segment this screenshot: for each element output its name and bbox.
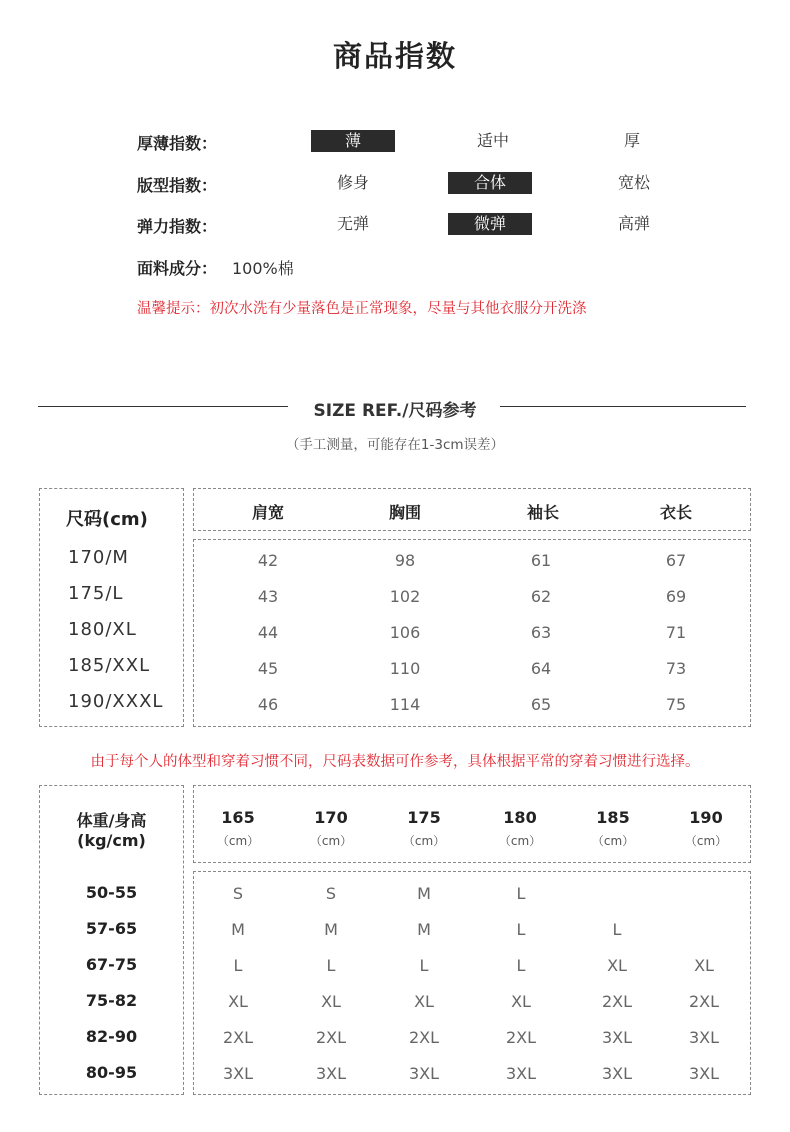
size-cell: 45: [257, 659, 279, 678]
recommend-cell: M: [324, 920, 338, 939]
column-sleeve-length: 袖长: [526, 503, 559, 522]
recommend-cell: 3XL: [688, 1028, 720, 1047]
size-cell: 43: [257, 587, 279, 606]
size-cell: 106: [389, 623, 421, 642]
size-cell: 67: [665, 551, 687, 570]
recommend-cell: XL: [511, 992, 531, 1011]
fit-option-loose: 宽松: [617, 173, 650, 192]
fit-option-slim: 修身: [336, 173, 369, 192]
weight-row-label: 75-82: [85, 991, 138, 1010]
height-unit: （cm）: [684, 834, 728, 848]
height-column-header: 190: [689, 808, 723, 827]
recommend-cell: 2XL: [222, 1028, 254, 1047]
size-cell: 110: [389, 659, 421, 678]
fabric-label: 面料成分：: [137, 259, 218, 278]
recommend-cell: L: [233, 956, 243, 975]
weight-height-unit-header: (kg/cm): [77, 831, 146, 850]
size-cell: 73: [665, 659, 687, 678]
size-section-subtitle: （手工测量，可能存在1-3cm误差）: [285, 437, 505, 453]
washing-warning: 温馨提示：初次水洗有少量落色是正常现象，尽量与其他衣服分开洗涤: [137, 301, 587, 317]
size-table-header-label: 尺码(cm): [66, 509, 148, 530]
weight-row-label: 67-75: [85, 955, 138, 974]
thickness-option-thin: 薄: [311, 130, 395, 152]
height-column-header: 175: [407, 808, 441, 827]
size-cell: 65: [530, 695, 552, 714]
elasticity-option-slight: 微弹: [448, 213, 532, 235]
weight-row-label: 57-65: [85, 919, 138, 938]
elasticity-option-high: 高弹: [617, 214, 650, 233]
height-column-header: 165: [221, 808, 255, 827]
weight-row-label: 80-95: [85, 1063, 138, 1082]
height-column-header: 170: [314, 808, 348, 827]
size-cell: 61: [530, 551, 552, 570]
thickness-option-thick: 厚: [623, 131, 640, 150]
fit-option-regular: 合体: [448, 172, 532, 194]
size-cell: 69: [665, 587, 687, 606]
recommend-cell: L: [326, 956, 336, 975]
size-cell: 42: [257, 551, 279, 570]
recommend-cell: L: [516, 956, 526, 975]
recommend-cell: 3XL: [505, 1064, 537, 1083]
size-row-label: 180/XL: [68, 619, 137, 640]
recommend-cell: XL: [414, 992, 434, 1011]
height-unit: （cm）: [309, 834, 353, 848]
size-row-label: 175/L: [68, 583, 124, 604]
recommend-cell: 3XL: [315, 1064, 347, 1083]
height-unit: （cm）: [498, 834, 542, 848]
recommend-cell: XL: [694, 956, 714, 975]
size-cell: 46: [257, 695, 279, 714]
weight-row-label: 50-55: [85, 883, 138, 902]
recommend-cell: M: [417, 884, 431, 903]
size-cell: 62: [530, 587, 552, 606]
height-unit: （cm）: [402, 834, 446, 848]
size-cell: 63: [530, 623, 552, 642]
recommend-cell: 3XL: [601, 1028, 633, 1047]
size-row-label: 190/XXXL: [68, 691, 164, 712]
column-body-length: 衣长: [659, 503, 692, 522]
recommend-values-box: [193, 871, 751, 1095]
recommend-cell: XL: [228, 992, 248, 1011]
thickness-option-medium: 适中: [476, 131, 509, 150]
column-shoulder-width: 肩宽: [251, 503, 284, 522]
recommend-cell: XL: [607, 956, 627, 975]
recommend-cell: L: [516, 920, 526, 939]
size-cell: 98: [394, 551, 416, 570]
recommend-cell: L: [419, 956, 429, 975]
height-column-header: 180: [503, 808, 537, 827]
recommend-cell: S: [325, 884, 337, 903]
recommend-cell: S: [232, 884, 244, 903]
recommend-cell: L: [516, 884, 526, 903]
height-unit: （cm）: [591, 834, 635, 848]
column-chest: 胸围: [388, 503, 421, 522]
size-row-label: 185/XXL: [68, 655, 151, 676]
elasticity-index-label: 弹力指数：: [137, 217, 218, 236]
recommend-cell: 3XL: [601, 1064, 633, 1083]
size-section-title: SIZE REF./尺码参考: [313, 401, 477, 421]
recommend-cell: 2XL: [601, 992, 633, 1011]
height-unit: （cm）: [216, 834, 260, 848]
page-title: 商品指数: [332, 39, 457, 73]
size-cell: 102: [389, 587, 421, 606]
size-cell: 64: [530, 659, 552, 678]
recommend-cell: 3XL: [222, 1064, 254, 1083]
recommend-cell: M: [231, 920, 245, 939]
height-column-header: 185: [596, 808, 630, 827]
size-row-label: 170/M: [68, 547, 129, 568]
recommend-cell: 2XL: [505, 1028, 537, 1047]
size-advice-note: 由于每个人的体型和穿着习惯不同，尺码表数据可作参考，具体根据平常的穿着习惯进行选择。: [90, 754, 700, 770]
recommend-cell: 2XL: [408, 1028, 440, 1047]
weight-row-label: 82-90: [85, 1027, 138, 1046]
thickness-index-label: 厚薄指数：: [137, 134, 218, 153]
size-cell: 75: [665, 695, 687, 714]
elasticity-option-none: 无弹: [336, 214, 369, 233]
recommend-cell: L: [612, 920, 622, 939]
size-cell: 114: [389, 695, 421, 714]
recommend-cell: M: [417, 920, 431, 939]
recommend-cell: 2XL: [688, 992, 720, 1011]
weight-height-header: 体重/身高: [76, 811, 147, 830]
recommend-cell: 3XL: [408, 1064, 440, 1083]
fabric-value: 100%棉: [232, 259, 294, 278]
recommend-cell: 3XL: [688, 1064, 720, 1083]
recommend-cell: 2XL: [315, 1028, 347, 1047]
recommend-cell: XL: [321, 992, 341, 1011]
size-cell: 71: [665, 623, 687, 642]
size-cell: 44: [257, 623, 279, 642]
fit-index-label: 版型指数：: [137, 176, 218, 195]
